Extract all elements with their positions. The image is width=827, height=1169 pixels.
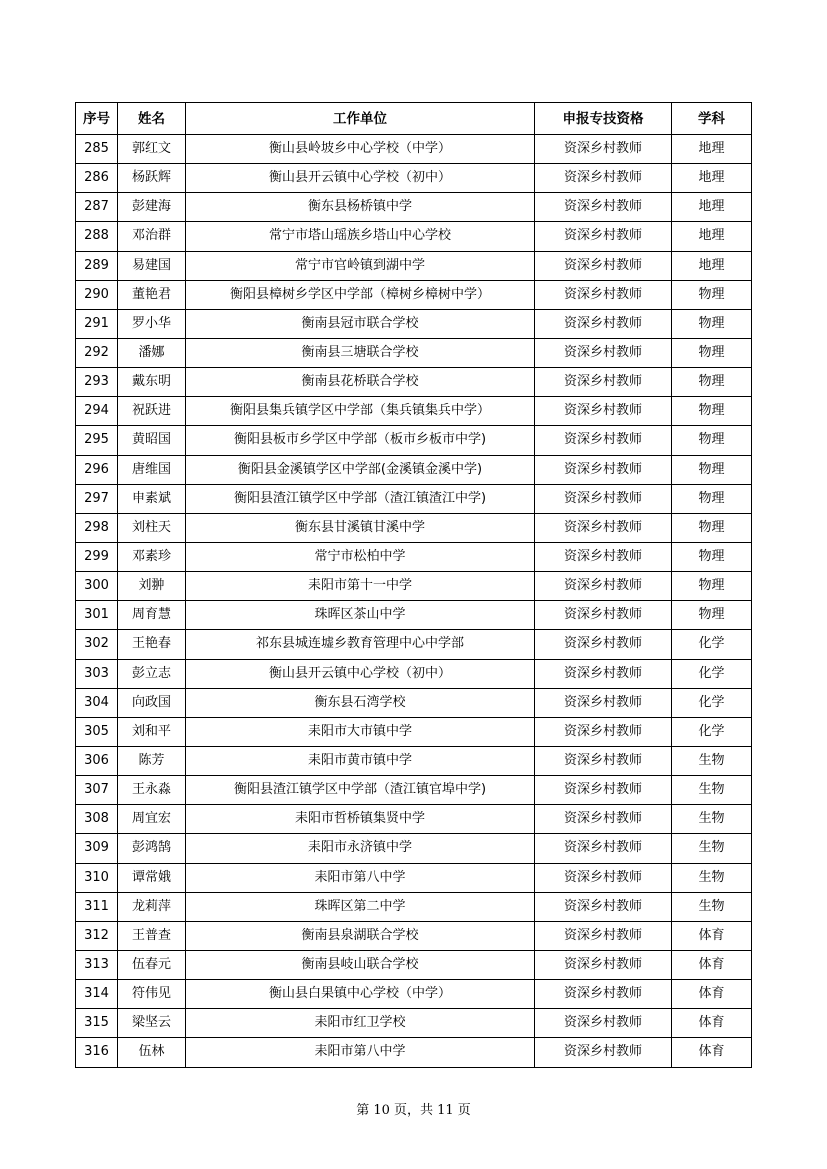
- cell-qualification: 资深乡村教师: [535, 135, 672, 164]
- cell-subject: 物理: [672, 601, 752, 630]
- cell-index: 297: [76, 484, 118, 513]
- cell-subject: 体育: [672, 1009, 752, 1038]
- cell-subject: 物理: [672, 513, 752, 542]
- cell-workplace: 衡南县冠市联合学校: [186, 309, 535, 338]
- cell-index: 309: [76, 834, 118, 863]
- cell-qualification: 资深乡村教师: [535, 776, 672, 805]
- page-footer: 第 10 页，共 11 页: [356, 1103, 471, 1118]
- header-qualification: 申报专技资格: [535, 103, 672, 135]
- cell-name: 邓治群: [118, 222, 186, 251]
- cell-subject: 化学: [672, 688, 752, 717]
- cell-qualification: 资深乡村教师: [535, 980, 672, 1009]
- cell-qualification: 资深乡村教师: [535, 368, 672, 397]
- roster-table: [75, 102, 752, 1068]
- table-row: [76, 164, 752, 193]
- cell-subject: 生物: [672, 834, 752, 863]
- cell-workplace: 耒阳市永济镇中学: [186, 834, 535, 863]
- cell-workplace: 衡山县开云镇中心学校（初中）: [186, 164, 535, 193]
- cell-qualification: 资深乡村教师: [535, 834, 672, 863]
- table-row: [76, 601, 752, 630]
- cell-workplace: 耒阳市第十一中学: [186, 572, 535, 601]
- cell-subject: 生物: [672, 805, 752, 834]
- table-row: [76, 193, 752, 222]
- table-row: [76, 717, 752, 746]
- table-row: [76, 659, 752, 688]
- cell-qualification: 资深乡村教师: [535, 921, 672, 950]
- table-row: [76, 251, 752, 280]
- cell-name: 王普查: [118, 921, 186, 950]
- header-subject: 学科: [672, 103, 752, 135]
- cell-index: 292: [76, 338, 118, 367]
- table-row: [76, 397, 752, 426]
- cell-workplace: 耒阳市大市镇中学: [186, 717, 535, 746]
- cell-qualification: 资深乡村教师: [535, 950, 672, 979]
- cell-workplace: 祁东县城连墟乡教育管理中心中学部: [186, 630, 535, 659]
- cell-name: 戴东明: [118, 368, 186, 397]
- cell-subject: 地理: [672, 251, 752, 280]
- cell-workplace: 衡南县花桥联合学校: [186, 368, 535, 397]
- cell-qualification: 资深乡村教师: [535, 397, 672, 426]
- cell-workplace: 耒阳市红卫学校: [186, 1009, 535, 1038]
- cell-index: 288: [76, 222, 118, 251]
- cell-subject: 物理: [672, 397, 752, 426]
- cell-workplace: 衡南县岐山联合学校: [186, 950, 535, 979]
- table-row: [76, 688, 752, 717]
- cell-index: 310: [76, 863, 118, 892]
- table-row: [76, 863, 752, 892]
- cell-index: 315: [76, 1009, 118, 1038]
- table-body: [76, 135, 752, 1068]
- cell-qualification: 资深乡村教师: [535, 688, 672, 717]
- cell-name: 龙莉萍: [118, 892, 186, 921]
- cell-index: 306: [76, 746, 118, 775]
- table-row: [76, 542, 752, 571]
- cell-index: 291: [76, 309, 118, 338]
- header-index: 序号: [76, 103, 118, 135]
- cell-index: 304: [76, 688, 118, 717]
- cell-subject: 化学: [672, 630, 752, 659]
- cell-qualification: 资深乡村教师: [535, 484, 672, 513]
- table-row: [76, 892, 752, 921]
- cell-subject: 物理: [672, 280, 752, 309]
- cell-name: 刘和平: [118, 717, 186, 746]
- table-row: [76, 630, 752, 659]
- cell-index: 293: [76, 368, 118, 397]
- table-header: [76, 103, 752, 135]
- cell-index: 305: [76, 717, 118, 746]
- cell-qualification: 资深乡村教师: [535, 426, 672, 455]
- header-workplace: 工作单位: [186, 103, 535, 135]
- cell-name: 周育慧: [118, 601, 186, 630]
- cell-index: 311: [76, 892, 118, 921]
- cell-index: 294: [76, 397, 118, 426]
- cell-qualification: 资深乡村教师: [535, 1038, 672, 1067]
- table-row: [76, 834, 752, 863]
- cell-workplace: 珠晖区第二中学: [186, 892, 535, 921]
- cell-workplace: 耒阳市第八中学: [186, 1038, 535, 1067]
- table-row: [76, 309, 752, 338]
- cell-index: 303: [76, 659, 118, 688]
- cell-qualification: 资深乡村教师: [535, 455, 672, 484]
- table-row: [76, 338, 752, 367]
- cell-name: 潘娜: [118, 338, 186, 367]
- cell-qualification: 资深乡村教师: [535, 513, 672, 542]
- cell-workplace: 衡东县杨桥镇中学: [186, 193, 535, 222]
- table-row: [76, 1009, 752, 1038]
- cell-name: 董艳君: [118, 280, 186, 309]
- header-name: 姓名: [118, 103, 186, 135]
- cell-name: 唐维国: [118, 455, 186, 484]
- cell-name: 杨跃辉: [118, 164, 186, 193]
- cell-name: 陈芳: [118, 746, 186, 775]
- table-row: [76, 455, 752, 484]
- cell-name: 梁坚云: [118, 1009, 186, 1038]
- cell-index: 316: [76, 1038, 118, 1067]
- cell-subject: 生物: [672, 776, 752, 805]
- cell-workplace: 衡东县甘溪镇甘溪中学: [186, 513, 535, 542]
- cell-workplace: 衡南县泉湖联合学校: [186, 921, 535, 950]
- cell-subject: 物理: [672, 542, 752, 571]
- cell-workplace: 常宁市塔山瑶族乡塔山中心学校: [186, 222, 535, 251]
- cell-subject: 物理: [672, 368, 752, 397]
- cell-subject: 生物: [672, 746, 752, 775]
- cell-index: 289: [76, 251, 118, 280]
- cell-qualification: 资深乡村教师: [535, 280, 672, 309]
- cell-name: 祝跃进: [118, 397, 186, 426]
- cell-name: 王永淼: [118, 776, 186, 805]
- cell-name: 刘柱天: [118, 513, 186, 542]
- cell-name: 刘翀: [118, 572, 186, 601]
- cell-subject: 物理: [672, 338, 752, 367]
- cell-name: 伍春元: [118, 950, 186, 979]
- cell-qualification: 资深乡村教师: [535, 717, 672, 746]
- cell-qualification: 资深乡村教师: [535, 746, 672, 775]
- cell-index: 300: [76, 572, 118, 601]
- cell-name: 周宜宏: [118, 805, 186, 834]
- table-row: [76, 484, 752, 513]
- cell-subject: 地理: [672, 193, 752, 222]
- cell-qualification: 资深乡村教师: [535, 193, 672, 222]
- cell-subject: 物理: [672, 309, 752, 338]
- cell-qualification: 资深乡村教师: [535, 1009, 672, 1038]
- cell-workplace: 衡阳县渣江镇学区中学部（渣江镇渣江中学): [186, 484, 535, 513]
- cell-subject: 地理: [672, 222, 752, 251]
- cell-name: 向政国: [118, 688, 186, 717]
- cell-index: 290: [76, 280, 118, 309]
- cell-workplace: 衡山县岭坡乡中心学校（中学）: [186, 135, 535, 164]
- cell-name: 伍林: [118, 1038, 186, 1067]
- cell-qualification: 资深乡村教师: [535, 309, 672, 338]
- table-row: [76, 368, 752, 397]
- cell-workplace: 耒阳市哲桥镇集贤中学: [186, 805, 535, 834]
- cell-name: 符伟见: [118, 980, 186, 1009]
- cell-qualification: 资深乡村教师: [535, 572, 672, 601]
- cell-index: 301: [76, 601, 118, 630]
- table-row: [76, 921, 752, 950]
- table-row: [76, 513, 752, 542]
- table-row: [76, 805, 752, 834]
- cell-name: 申素斌: [118, 484, 186, 513]
- cell-workplace: 耒阳市黄市镇中学: [186, 746, 535, 775]
- cell-subject: 化学: [672, 717, 752, 746]
- cell-subject: 物理: [672, 455, 752, 484]
- cell-workplace: 衡阳县金溪镇学区中学部(金溪镇金溪中学): [186, 455, 535, 484]
- cell-workplace: 常宁市松柏中学: [186, 542, 535, 571]
- cell-index: 308: [76, 805, 118, 834]
- cell-qualification: 资深乡村教师: [535, 863, 672, 892]
- table-row: [76, 1038, 752, 1067]
- cell-workplace: 衡阳县集兵镇学区中学部（集兵镇集兵中学）: [186, 397, 535, 426]
- cell-workplace: 常宁市官岭镇到湖中学: [186, 251, 535, 280]
- table-row: [76, 572, 752, 601]
- cell-name: 罗小华: [118, 309, 186, 338]
- cell-qualification: 资深乡村教师: [535, 542, 672, 571]
- cell-workplace: 衡山县开云镇中心学校（初中）: [186, 659, 535, 688]
- cell-index: 314: [76, 980, 118, 1009]
- cell-index: 312: [76, 921, 118, 950]
- cell-subject: 生物: [672, 863, 752, 892]
- table-row: [76, 950, 752, 979]
- cell-subject: 体育: [672, 980, 752, 1009]
- cell-name: 彭立志: [118, 659, 186, 688]
- cell-workplace: 耒阳市第八中学: [186, 863, 535, 892]
- cell-name: 郭红文: [118, 135, 186, 164]
- cell-name: 王艳春: [118, 630, 186, 659]
- cell-index: 302: [76, 630, 118, 659]
- cell-workplace: 衡阳县板市乡学区中学部（板市乡板市中学): [186, 426, 535, 455]
- cell-workplace: 衡南县三塘联合学校: [186, 338, 535, 367]
- cell-index: 296: [76, 455, 118, 484]
- cell-index: 299: [76, 542, 118, 571]
- table-row: [76, 980, 752, 1009]
- cell-name: 彭鸿鹄: [118, 834, 186, 863]
- cell-name: 易建国: [118, 251, 186, 280]
- cell-subject: 物理: [672, 484, 752, 513]
- cell-qualification: 资深乡村教师: [535, 630, 672, 659]
- header-row: [76, 103, 752, 135]
- cell-name: 邓素珍: [118, 542, 186, 571]
- cell-index: 298: [76, 513, 118, 542]
- cell-name: 彭建海: [118, 193, 186, 222]
- cell-subject: 体育: [672, 921, 752, 950]
- cell-index: 307: [76, 776, 118, 805]
- cell-workplace: 衡阳县渣江镇学区中学部（渣江镇官埠中学): [186, 776, 535, 805]
- table-row: [76, 280, 752, 309]
- cell-workplace: 衡山县白果镇中心学校（中学）: [186, 980, 535, 1009]
- cell-qualification: 资深乡村教师: [535, 601, 672, 630]
- cell-qualification: 资深乡村教师: [535, 251, 672, 280]
- table-row: [76, 426, 752, 455]
- cell-qualification: 资深乡村教师: [535, 164, 672, 193]
- cell-qualification: 资深乡村教师: [535, 892, 672, 921]
- cell-index: 286: [76, 164, 118, 193]
- cell-index: 295: [76, 426, 118, 455]
- cell-subject: 体育: [672, 950, 752, 979]
- table-row: [76, 135, 752, 164]
- cell-qualification: 资深乡村教师: [535, 222, 672, 251]
- cell-qualification: 资深乡村教师: [535, 338, 672, 367]
- cell-subject: 体育: [672, 1038, 752, 1067]
- table-row: [76, 776, 752, 805]
- cell-name: 谭常娥: [118, 863, 186, 892]
- cell-workplace: 衡阳县樟树乡学区中学部（樟树乡樟树中学）: [186, 280, 535, 309]
- cell-name: 黄昭国: [118, 426, 186, 455]
- cell-workplace: 衡东县石湾学校: [186, 688, 535, 717]
- cell-subject: 物理: [672, 426, 752, 455]
- cell-qualification: 资深乡村教师: [535, 805, 672, 834]
- cell-subject: 地理: [672, 164, 752, 193]
- cell-subject: 物理: [672, 572, 752, 601]
- table-row: [76, 222, 752, 251]
- cell-index: 285: [76, 135, 118, 164]
- cell-workplace: 珠晖区茶山中学: [186, 601, 535, 630]
- cell-index: 313: [76, 950, 118, 979]
- cell-qualification: 资深乡村教师: [535, 659, 672, 688]
- cell-index: 287: [76, 193, 118, 222]
- cell-subject: 地理: [672, 135, 752, 164]
- cell-subject: 生物: [672, 892, 752, 921]
- table-row: [76, 746, 752, 775]
- cell-subject: 化学: [672, 659, 752, 688]
